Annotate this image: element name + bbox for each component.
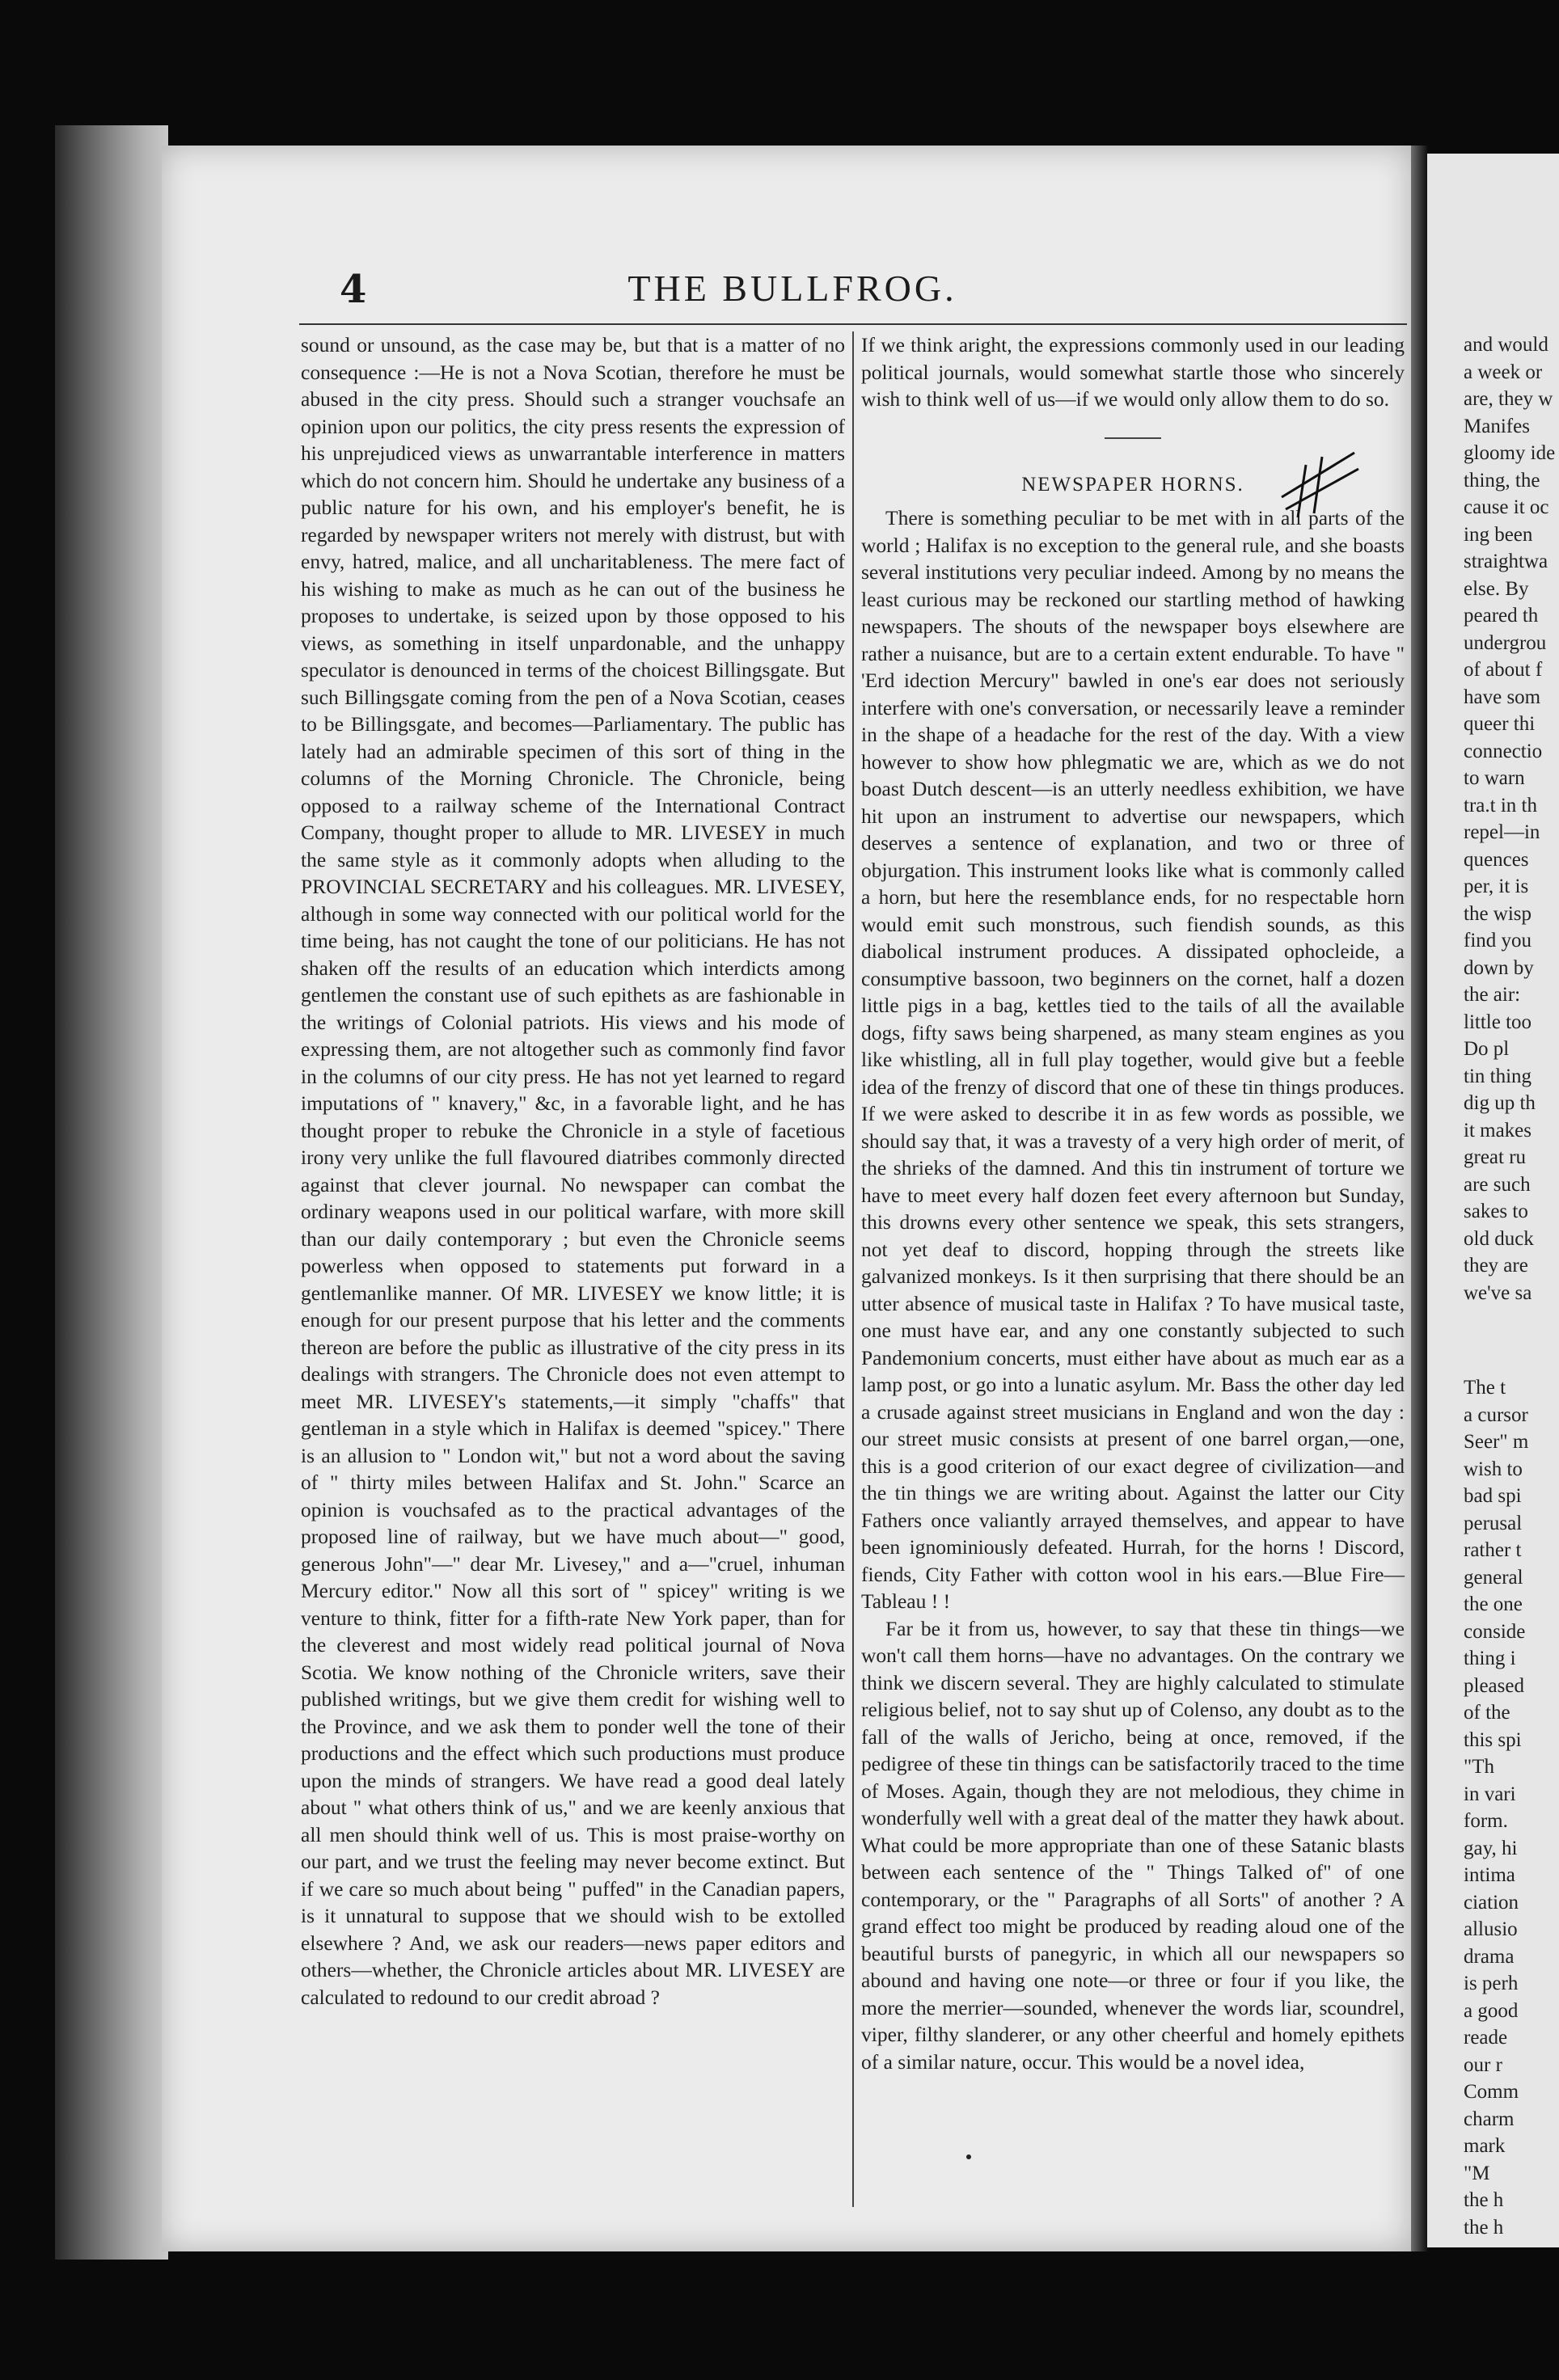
adjacent-page-line: old duck (1464, 1227, 1534, 1250)
adjacent-page-line: gay, hi (1464, 1837, 1518, 1859)
handwritten-mark-icon (1274, 441, 1363, 521)
article-paragraph: sound or unsound, as the case may be, but that is a matter of no consequence :—He is not a Nova Scotian, therefore he must be abused in the city press. Should such a stranger vouchsafe an opinion upon our politics, the city press resents the expression of his unprejudiced views as unwarrantable interference in matters which do not concern him. Should he undertake any business of a public nature for his own, and his employer's benefit, he is regarded by newspaper writers not merely with distrust, but with envy, hatred, malice, and all uncharitableness. The mere fact of his wishing to make as much as he can out of the business he proposes to undertake, is seized upon by those opposed to his views, as something in itself unpardonable, and the unhappy speculator is denounced in terms of the choicest Billingsgate. But such Billingsgate coming from the pen of a Nova Scotian, ceases to be Billingsgate, and becomes—Parliamentary. The public has lately had an admirable specimen of this sort of thing in the columns of the Morning Chronicle. The Chronicle, being opposed to a railway scheme of the International Contract Company, thought proper to allude to MR. LIVESEY in much the same style as it commonly adopts when alluding to the PROVINCIAL SECRETARY and his colleagues. MR. LIVESEY, although in some way connected with our political world for the time being, has not caught the tone of our politicians. He has not shaken off the results of an education which interdicts among gentlemen the constant use of such epithets as are fashionable in the writings of Colonial patriots. His views and his mode of expressing them, are not altogether such as commonly find favor in the columns of our city press. He has not yet learned to regard imputations of " knavery," &c, in a favorable light, and he has thought proper to rebuke the Chronicle in a style of facetious irony very unlike the full flavoured diatribes commonly directed against that clever journal. No newspaper can combat the ordinary weapons used in our political warfare, with more skill than our daily contemporary ; but even the Chronicle seems powerless when opposed to statements put forward in a gentlemanlike manner. Of MR. LIVESEY we know little; it is enough for our present purpose that his letter and the comments thereon are before the public as illustrative of the city press in its dealings with strangers. The Chronicle does not even attempt to meet MR. LIVESEY's statements,—it simply "chaffs" that gentleman in a style which in Halifax is deemed "spicey." There is an allusion to " London wit," but not a word about the saving of " thirty miles between Halifax and St. John." Scarce an opinion is vouchsafed as to the practical advantages of the proposed line of railway, but we have much about—" good, generous John"—" dear Mr. Livesey," and a—"cruel, inhuman Mercury editor." Now all this sort of " spicey" writing is we venture to think, fitter for a fifth-rate New York paper, than for the cleverest and most widely read political journal of Nova Scotia. We know nothing of the Chronicle writers, save their published writings, but we give them credit for wishing well to the Province, and we ask them to ponder well the tone of their productions and the effect which such productions must produce upon the minds of strangers. We have read a good deal lately about " what others think of us," and we are keenly anxious that all men should think well of us. This is most praise-worthy on our part, and we trust the feeling may never become extinct. But if we care so much about being " puffed" in the Canadian papers, is it unnatural to suppose that we should wish to be extolled elsewhere ? And, we ask our readers—news paper editors and others—whether, the Chronicle articles about MR. LIVESEY are calculated to redound to our credit abroad ? (301, 333, 845, 2009)
adjacent-page-line: the air: (1464, 984, 1521, 1006)
adjacent-page-line: thing, the (1464, 469, 1540, 492)
adjacent-page-line: wish to (1464, 1458, 1523, 1480)
adjacent-page-line: perusal (1464, 1512, 1523, 1534)
adjacent-page-line: ciation (1464, 1891, 1519, 1914)
adjacent-page-line: of the (1464, 1702, 1510, 1724)
adjacent-page-line: intima (1464, 1864, 1515, 1886)
adjacent-page-line: peared th (1464, 605, 1539, 627)
adjacent-page-line: the one (1464, 1593, 1523, 1615)
adjacent-page-line: a week or (1464, 361, 1543, 383)
adjacent-page-line: The t (1464, 1377, 1506, 1399)
adjacent-page-line: mark (1464, 2135, 1506, 2157)
adjacent-page-line: down by (1464, 956, 1534, 979)
adjacent-page-line: thing i (1464, 1648, 1516, 1669)
adjacent-page-line: per, it is (1464, 876, 1529, 897)
adjacent-page-line: rather t (1464, 1539, 1522, 1561)
page-gutter (1411, 146, 1427, 2251)
page-header (186, 267, 1399, 315)
adjacent-page-text-lower (1464, 1374, 1559, 2241)
adjacent-page-line: drama (1464, 1945, 1515, 1968)
page-number: 4 (340, 267, 367, 312)
adjacent-page-line: of about f (1464, 659, 1543, 681)
adjacent-page-line: Do pl (1464, 1038, 1510, 1060)
adjacent-page-line: Manifes (1464, 415, 1530, 437)
adjacent-page-line: a cursor (1464, 1403, 1528, 1426)
adjacent-page-line: have som (1464, 686, 1541, 708)
adjacent-page-line: in vari (1464, 1783, 1516, 1805)
adjacent-page-line: repel—in (1464, 821, 1540, 843)
adjacent-page-line: gloomy ide (1464, 442, 1556, 464)
left-column (301, 331, 845, 2011)
adjacent-page-line: charm (1464, 2108, 1515, 2130)
adjacent-page-line: conside (1464, 1620, 1526, 1643)
right-column (861, 331, 1405, 2075)
adjacent-page-line: find you (1464, 930, 1532, 952)
header-rule (299, 323, 1407, 325)
adjacent-page-line: this spi (1464, 1728, 1522, 1751)
adjacent-page-line: allusio (1464, 1918, 1518, 1940)
adjacent-page-line: Comm (1464, 2081, 1519, 2103)
adjacent-page-line: Seer" m (1464, 1431, 1529, 1453)
article-paragraph: Far be it from us, however, to say that these tin things—we won't call them horns—have no advantages. On the contrary we think we discern several. They are highly calculated to stimulate religious belief, not to say shut up of Colenso, any doubt as to the fall of the walls of Jericho, being at once, removed, if the pedigree of these tin things can be satisfactorily traced to the time of Moses. Again, though they are not melodious, they chime in wonderfully well with a great deal of the matter they hawk about. What could be more appropriate than one of these Satanic blasts between each sentence of the " Things Talked of" of one contemporary, or the " Paragraphs of all Sorts" of another ? A grand effect too might be produced by reading aloud one of the beautiful bursts of panegyric, in which all our newspapers so abound and having one note—or three or four if you like, the more the merrier—sounded, whenever the words liar, scoundrel, viper, filthy slanderer, or any other cheerful and homely epithets of a similar nature, occur. This would be a novel idea, (861, 1616, 1405, 2074)
ink-dot (966, 2154, 971, 2159)
adjacent-page-line: pleased (1464, 1674, 1524, 1697)
adjacent-page-line: "M (1464, 2162, 1490, 2184)
adjacent-page-text-upper (1464, 331, 1559, 1306)
adjacent-page-line: the h (1464, 2189, 1504, 2211)
adjacent-page-line: they are (1464, 1255, 1528, 1277)
adjacent-page-line: reade (1464, 2027, 1508, 2049)
adjacent-page-line: little too (1464, 1011, 1532, 1033)
adjacent-page-line: is perh (1464, 1973, 1519, 1994)
adjacent-page-line: dig up th (1464, 1092, 1536, 1114)
adjacent-page-line: else. By (1464, 577, 1529, 600)
adjacent-page-line: are such (1464, 1173, 1531, 1196)
article-paragraph: There is something peculiar to be met with in all parts of the world ; Halifax is no exception to the general rule, and she boasts several institutions very peculiar indeed. Among by no means the least curious may be reckoned our startling method of hawking newspapers. The shouts of the newspaper boys elsewhere are rather a nuisance, but are to a certain extent endurable. To have " 'Erd idection Mercury" bawled in one's ear does not seriously interfere with one's conversation, or necessarily leave a reminder in the shape of a headache for the rest of the day. With a view however to show how phlegmatic we are, which as we do not boast Dutch descent—is an utterly needless exhibition, we have hit upon an instrument to advertise our newspapers, which deserves a sentence of explanation, and two or three of objurgation. This instrument looks like what is commonly called a horn, but here the resemblance ends, for no respectable horn would emit such monstrous, such fiendish sounds, as this diabolical instrument produces. A dissipated ophocleide, a consumptive bassoon, two beginners on the cornet, half a dozen little pigs in a bag, kettles tied to the tails of all the available dogs, fifty saws being sharpened, as many steam engines as you like whistling, all in full play together, would give but a feeble idea of the frenzy of discord that one of these tin things produces. If we were asked to describe it in as few words as possible, we should say that, it was a travesty of a very high order of merit, of the shrieks of the damned. And this tin instrument of torture we have to meet every half dozen feet every afternoon but Sunday, this drowns every other sentence we speak, this sets strangers, not yet deaf to discord, hopping through the streets like galvanized monkeys. Is it then surprising that there should be an utter absence of musical taste in Halifax ? To have musical taste, one must have ear, and any one constantly subjected to such Pandemonium concerts, must either have about as much ear as a lamp post, or go into a lunatic asylum. Mr. Bass the other day led a crusade against street musicians in England and won the day : our street music consists at present of one barrel organ,—one, this is a good criterion of our exact degree of civilization—and the tin things we are writing about. Against the latter our City Fathers once valiantly arrayed themselves, and appear to have been ignominiously defeated. Hurrah, for the horns ! Discord, fiends, City Father with cotton wool in his ears.—Blue Fire—Tableau ! ! (861, 506, 1405, 1613)
adjacent-page-line: ing been (1464, 523, 1533, 546)
column-divider (852, 331, 854, 2207)
adjacent-page-line: to warn (1464, 767, 1525, 789)
adjacent-page-line: quences (1464, 848, 1529, 871)
adjacent-page-line: "Th (1464, 1756, 1494, 1778)
adjacent-page-line: general (1464, 1566, 1523, 1589)
adjacent-page-line: are, they w (1464, 388, 1553, 410)
article-lead-paragraph: If we think aright, the expressions commonly used in our leading political journals, would somewhat startle those who sincerely wish to think well of us—if we would only allow them to do so. (861, 333, 1405, 411)
adjacent-page-line: queer thi (1464, 713, 1536, 735)
masthead-title: THE BULLFROG. (627, 268, 957, 309)
adjacent-page-line: bad spi (1464, 1485, 1522, 1507)
adjacent-page-line: our r (1464, 2053, 1502, 2076)
adjacent-page-line: straightwa (1464, 551, 1548, 572)
adjacent-page-line: it makes (1464, 1119, 1532, 1141)
adjacent-page-line: connectio (1464, 740, 1543, 762)
adjacent-page-line: and would (1464, 334, 1548, 356)
section-rule (1105, 437, 1161, 439)
adjacent-page-line: sakes to (1464, 1201, 1528, 1222)
adjacent-page-line: undergrou (1464, 631, 1547, 654)
adjacent-page-line: tra.t in th (1464, 794, 1537, 817)
adjacent-page-line: cause it oc (1464, 496, 1549, 518)
book-binding-edge (55, 125, 168, 2260)
adjacent-page-line: great ru (1464, 1146, 1527, 1168)
section-heading: NEWSPAPER HORNS. (1021, 473, 1244, 496)
adjacent-page-line: form. (1464, 1810, 1508, 1832)
adjacent-page-line: the h (1464, 2216, 1504, 2239)
adjacent-page-line: tin thing (1464, 1065, 1532, 1087)
adjacent-page-line: the wisp (1464, 902, 1532, 925)
adjacent-page-line: a good (1464, 1999, 1519, 2022)
adjacent-page-line: we've sa (1464, 1281, 1532, 1304)
